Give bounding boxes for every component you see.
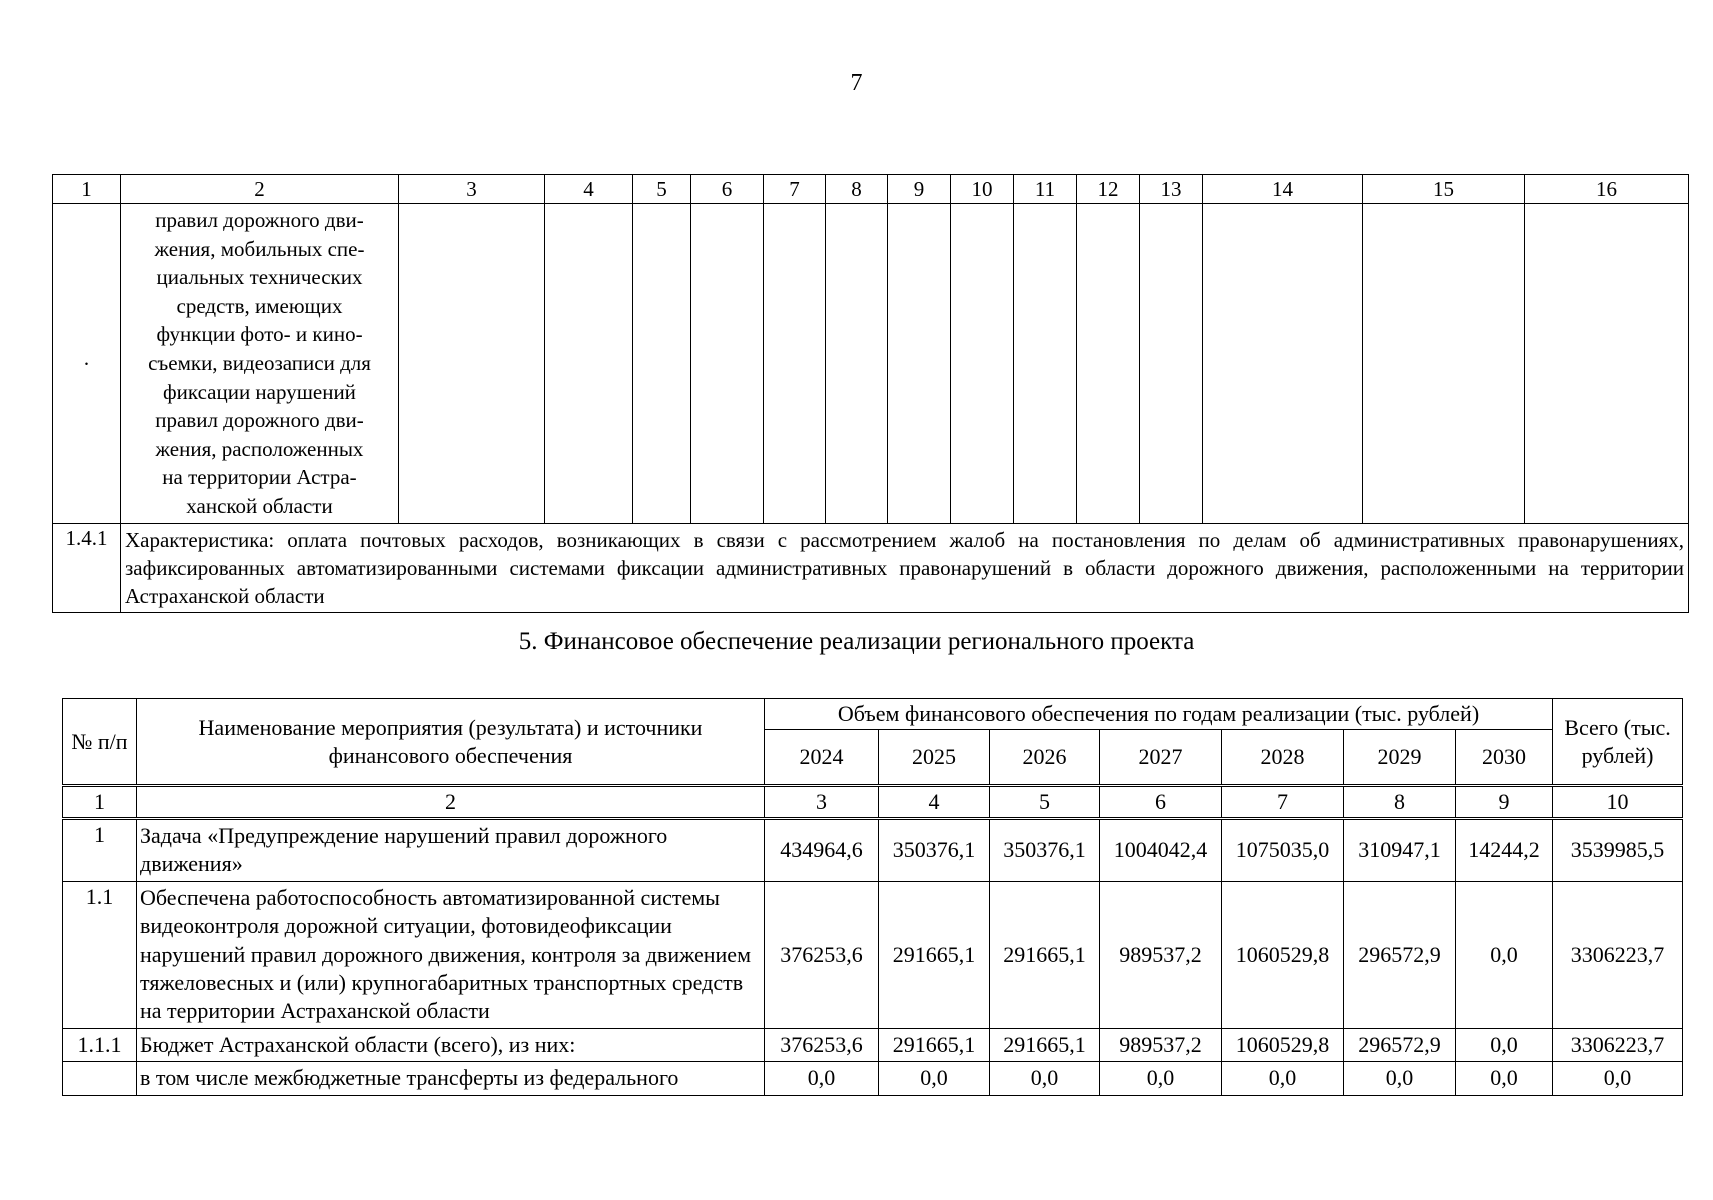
total-cell: 3539985,5	[1553, 819, 1683, 882]
characteristic-text: Характеристика: оплата почтовых расходов, возникающих в связи с рассмотрением жалоб на постановления по делам об административных правонарушениях, зафиксированных автоматизированными системами фиксации административных правонарушений в области дорожного движения, расположенными на территории Астраханской области	[121, 523, 1689, 612]
empty-cell	[399, 204, 545, 524]
column-number: 5	[633, 175, 691, 204]
value-cell: 291665,1	[879, 1028, 990, 1061]
column-number: 14	[1203, 175, 1363, 204]
column-number: 3	[765, 786, 879, 819]
year-header: 2030	[1456, 730, 1553, 786]
total-cell: 3306223,7	[1553, 881, 1683, 1028]
year-header: 2027	[1100, 730, 1222, 786]
column-number: 1	[53, 175, 121, 204]
table-row	[63, 819, 1683, 882]
value-cell: 1004042,4	[1100, 819, 1222, 882]
column-number: 6	[1100, 786, 1222, 819]
description-line: правил дорожного дви-	[155, 208, 364, 232]
value-cell: 0,0	[1456, 881, 1553, 1028]
financing-table	[62, 698, 1683, 1096]
column-number: 2	[137, 786, 765, 819]
table-row	[63, 1028, 1683, 1061]
column-number-row	[53, 175, 1689, 204]
column-number: 4	[879, 786, 990, 819]
header-number: № п/п	[63, 699, 137, 786]
empty-cell	[545, 204, 633, 524]
header-name: Наименование мероприятия (результата) и источники финансового обеспечения	[137, 699, 765, 786]
description-line: ханской области	[186, 493, 333, 518]
description-line: функции фото- и кино-	[156, 322, 363, 347]
description-line: циальных технических	[156, 265, 363, 290]
table-row	[63, 1062, 1683, 1095]
column-number: 12	[1077, 175, 1140, 204]
column-number: 7	[764, 175, 826, 204]
column-number: 11	[1014, 175, 1077, 204]
empty-cell	[764, 204, 826, 524]
result-description	[121, 204, 399, 524]
value-cell: 291665,1	[879, 881, 990, 1028]
value-cell: 296572,9	[1344, 1028, 1456, 1061]
empty-cell	[1203, 204, 1363, 524]
empty-cell	[691, 204, 764, 524]
row-number: 1.4.1	[53, 523, 121, 612]
value-cell: 0,0	[1456, 1028, 1553, 1061]
column-number: 16	[1525, 175, 1689, 204]
value-cell: 291665,1	[990, 881, 1100, 1028]
empty-cell	[888, 204, 951, 524]
empty-cell	[1140, 204, 1203, 524]
year-header: 2029	[1344, 730, 1456, 786]
column-number: 10	[951, 175, 1014, 204]
empty-cell	[1363, 204, 1525, 524]
value-cell: 1060529,8	[1222, 1028, 1344, 1061]
continuation-row	[53, 204, 1689, 524]
value-cell: 291665,1	[990, 1028, 1100, 1061]
empty-cell	[1525, 204, 1689, 524]
column-number-row	[63, 786, 1683, 819]
column-number: 10	[1553, 786, 1683, 819]
value-cell: 1075035,0	[1222, 819, 1344, 882]
row-name: Задача «Предупреждение нарушений правил дорожного движения»	[137, 819, 765, 882]
page-number: 7	[850, 70, 863, 96]
value-cell: 350376,1	[990, 819, 1100, 882]
value-cell: 14244,2	[1456, 819, 1553, 882]
description-line: правил дорожного дви-	[155, 408, 364, 433]
column-number: 1	[63, 786, 137, 819]
year-header: 2026	[990, 730, 1100, 786]
value-cell: 310947,1	[1344, 819, 1456, 882]
value-cell: 434964,6	[765, 819, 879, 882]
table-row	[63, 881, 1683, 1028]
value-cell: 989537,2	[1100, 881, 1222, 1028]
column-number: 9	[1456, 786, 1553, 819]
header-row	[63, 699, 1683, 730]
empty-cell	[633, 204, 691, 524]
empty-cell	[951, 204, 1014, 524]
empty-cell	[826, 204, 888, 524]
description-line: фиксации нарушений	[163, 379, 356, 404]
value-cell: 0,0	[879, 1062, 990, 1095]
row-name: Обеспечена работоспособность автоматизированной системы видеоконтроля дорожной ситуации, фотовидеофиксации нарушений правил дорожного движения, контроля за движением тяжеловесных и (или) крупногабаритных транспортных средств на территории Астраханской области	[137, 881, 765, 1028]
description-line: на территории Астра-	[162, 465, 357, 490]
description-line: жения, мобильных спе-	[154, 236, 365, 261]
value-cell: 989537,2	[1100, 1028, 1222, 1061]
value-cell: 0,0	[765, 1062, 879, 1095]
description-line: съемки, видеозаписи для	[148, 350, 371, 375]
value-cell: 0,0	[1456, 1062, 1553, 1095]
year-header: 2025	[879, 730, 990, 786]
value-cell: 0,0	[1100, 1062, 1222, 1095]
column-number: 8	[1344, 786, 1456, 819]
total-cell: 3306223,7	[1553, 1028, 1683, 1061]
section-title: 5. Финансовое обеспечение реализации регионального проекта	[518, 628, 1195, 655]
year-header: 2028	[1222, 730, 1344, 786]
column-number: 3	[399, 175, 545, 204]
row-name: в том числе межбюджетные трансферты из федерального	[137, 1062, 765, 1095]
row-number: 1	[63, 819, 137, 882]
value-cell: 0,0	[1222, 1062, 1344, 1095]
row-number: 1.1	[63, 881, 137, 1028]
header-total: Всего (тыс. рублей)	[1553, 699, 1683, 786]
row-name: Бюджет Астраханской области (всего), из них:	[137, 1028, 765, 1061]
year-header: 2024	[765, 730, 879, 786]
value-cell: 296572,9	[1344, 881, 1456, 1028]
value-cell: 1060529,8	[1222, 881, 1344, 1028]
empty-cell	[1077, 204, 1140, 524]
description-line: средств, имеющих	[176, 293, 343, 318]
value-cell: 376253,6	[765, 881, 879, 1028]
description-line: жения, расположенных	[155, 436, 364, 461]
header-volume: Объем финансового обеспечения по годам реализации (тыс. рублей)	[765, 699, 1553, 730]
row-number: ·	[53, 204, 121, 524]
column-number: 9	[888, 175, 951, 204]
column-number: 2	[121, 175, 399, 204]
row-number: 1.1.1	[63, 1028, 137, 1061]
column-number: 15	[1363, 175, 1525, 204]
column-number: 13	[1140, 175, 1203, 204]
column-number: 4	[545, 175, 633, 204]
characteristic-row	[53, 523, 1689, 612]
value-cell: 376253,6	[765, 1028, 879, 1061]
row-number	[63, 1062, 137, 1095]
value-cell: 350376,1	[879, 819, 990, 882]
column-number: 7	[1222, 786, 1344, 819]
value-cell: 0,0	[1344, 1062, 1456, 1095]
column-number: 8	[826, 175, 888, 204]
value-cell: 0,0	[990, 1062, 1100, 1095]
column-number: 6	[691, 175, 764, 204]
total-cell: 0,0	[1553, 1062, 1683, 1095]
empty-cell	[1014, 204, 1077, 524]
column-number: 5	[990, 786, 1100, 819]
result-characteristics-table	[52, 174, 1689, 613]
